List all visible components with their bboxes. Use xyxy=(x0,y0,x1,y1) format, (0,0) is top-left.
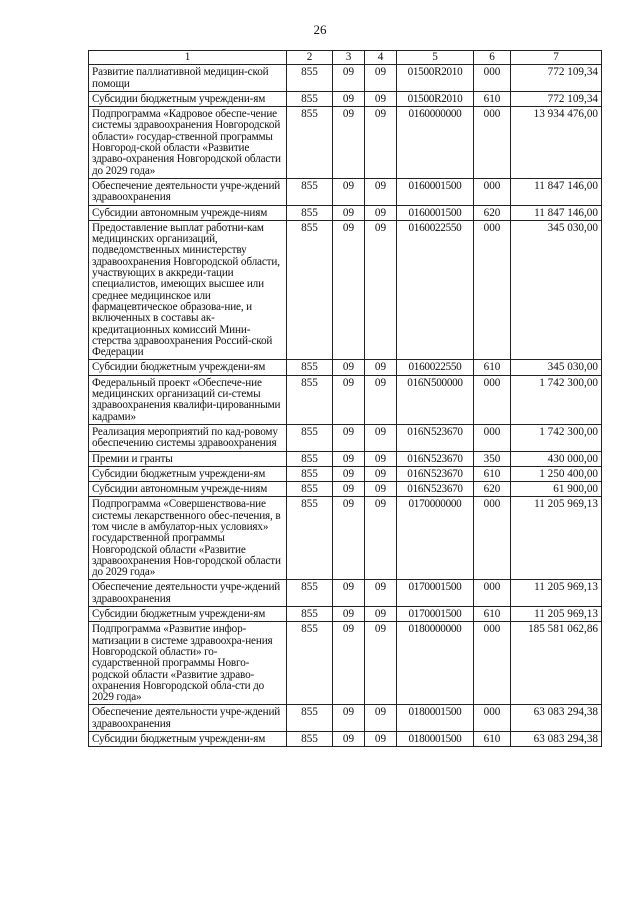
row-subsection-cell: 09 xyxy=(365,205,397,220)
row-subsection-cell: 09 xyxy=(365,65,397,92)
row-amount-cell: 11 205 969,13 xyxy=(511,497,602,580)
table-row xyxy=(89,732,602,747)
row-target-code-cell: 016N523670 xyxy=(397,451,474,466)
row-expense-type-cell: 610 xyxy=(474,91,511,106)
table-row xyxy=(89,91,602,106)
row-target-code-cell: 016N523670 xyxy=(397,466,474,481)
row-target-code-cell: 0170001500 xyxy=(397,607,474,622)
row-section-cell: 09 xyxy=(333,607,365,622)
row-grbs-cell: 855 xyxy=(287,622,333,705)
row-subsection-cell: 09 xyxy=(365,622,397,705)
row-target-code-cell: 0160022550 xyxy=(397,220,474,360)
row-subsection-cell: 09 xyxy=(365,466,397,481)
column-header: 7 xyxy=(511,51,602,65)
row-section-cell: 09 xyxy=(333,482,365,497)
row-name-cell: Субсидии автономным учрежде-ниям xyxy=(89,482,287,497)
row-grbs-cell: 855 xyxy=(287,360,333,375)
table-row xyxy=(89,107,602,179)
row-name-cell: Премии и гранты xyxy=(89,451,287,466)
table-row xyxy=(89,375,602,424)
row-section-cell: 09 xyxy=(333,622,365,705)
row-amount-cell: 13 934 476,00 xyxy=(511,107,602,179)
row-target-code-cell: 0180000000 xyxy=(397,622,474,705)
row-name-cell: Обеспечение деятельности учре-ждений здравоохранения xyxy=(89,705,287,732)
row-name-cell: Обеспечение деятельности учре-ждений здравоохранения xyxy=(89,580,287,607)
row-grbs-cell: 855 xyxy=(287,482,333,497)
table-row xyxy=(89,466,602,481)
row-grbs-cell: 855 xyxy=(287,466,333,481)
row-expense-type-cell: 000 xyxy=(474,107,511,179)
column-header: 4 xyxy=(365,51,397,65)
row-expense-type-cell: 000 xyxy=(474,65,511,92)
row-target-code-cell: 0170001500 xyxy=(397,580,474,607)
table-row xyxy=(89,622,602,705)
row-name-cell: Субсидии автономным учрежде-ниям xyxy=(89,205,287,220)
row-expense-type-cell: 610 xyxy=(474,607,511,622)
table-row xyxy=(89,220,602,360)
row-expense-type-cell: 620 xyxy=(474,482,511,497)
row-section-cell: 09 xyxy=(333,580,365,607)
row-expense-type-cell: 620 xyxy=(474,205,511,220)
row-grbs-cell: 855 xyxy=(287,607,333,622)
row-name-cell: Субсидии бюджетным учреждени-ям xyxy=(89,466,287,481)
row-expense-type-cell: 000 xyxy=(474,178,511,205)
row-grbs-cell: 855 xyxy=(287,580,333,607)
row-subsection-cell: 09 xyxy=(365,220,397,360)
row-amount-cell: 63 083 294,38 xyxy=(511,705,602,732)
table-row xyxy=(89,705,602,732)
row-section-cell: 09 xyxy=(333,466,365,481)
row-section-cell: 09 xyxy=(333,375,365,424)
row-amount-cell: 345 030,00 xyxy=(511,360,602,375)
row-subsection-cell: 09 xyxy=(365,91,397,106)
row-subsection-cell: 09 xyxy=(365,705,397,732)
row-subsection-cell: 09 xyxy=(365,107,397,179)
row-subsection-cell: 09 xyxy=(365,178,397,205)
row-target-code-cell: 0160000000 xyxy=(397,107,474,179)
row-amount-cell: 1 742 300,00 xyxy=(511,424,602,451)
row-name-cell: Предоставление выплат работни-кам медицинских организаций, подведомственных министерству здравоохранения Новгородской области, участвующих в аккреди-тации специалистов, имеющих высшее или среднее медицинское или фармацевтическое образова-ние, и включенных в составы ак-кредитационных комиссий Мини-стерства здравоохранения Россий-ской Федерации xyxy=(89,220,287,360)
row-subsection-cell: 09 xyxy=(365,375,397,424)
row-expense-type-cell: 000 xyxy=(474,580,511,607)
row-subsection-cell: 09 xyxy=(365,482,397,497)
page-number: 26 xyxy=(313,22,327,37)
row-amount-cell: 11 205 969,13 xyxy=(511,580,602,607)
column-header: 3 xyxy=(333,51,365,65)
row-grbs-cell: 855 xyxy=(287,497,333,580)
row-name-cell: Подпрограмма «Совершенствова-ние системы лекарственного обес-печения, в том числе в амбулатор-ных условиях» государственной программы Новгородской области «Развитие здравоохранения Нов-городской области до 2029 года» xyxy=(89,497,287,580)
row-target-code-cell: 0160001500 xyxy=(397,205,474,220)
row-section-cell: 09 xyxy=(333,424,365,451)
row-section-cell: 09 xyxy=(333,360,365,375)
header-row xyxy=(89,51,602,65)
column-header: 2 xyxy=(287,51,333,65)
row-expense-type-cell: 000 xyxy=(474,497,511,580)
row-name-cell: Реализация мероприятий по кад-ровому обеспечению системы здравоохранения xyxy=(89,424,287,451)
row-name-cell: Федеральный проект «Обеспече-ние медицинских организаций си-стемы здравоохранения квалифи-цированными кадрами» xyxy=(89,375,287,424)
row-amount-cell: 772 109,34 xyxy=(511,91,602,106)
row-grbs-cell: 855 xyxy=(287,451,333,466)
row-grbs-cell: 855 xyxy=(287,705,333,732)
row-expense-type-cell: 350 xyxy=(474,451,511,466)
row-amount-cell: 772 109,34 xyxy=(511,65,602,92)
table-row xyxy=(89,205,602,220)
row-grbs-cell: 855 xyxy=(287,732,333,747)
row-grbs-cell: 855 xyxy=(287,91,333,106)
row-expense-type-cell: 610 xyxy=(474,466,511,481)
row-target-code-cell: 0180001500 xyxy=(397,705,474,732)
row-grbs-cell: 855 xyxy=(287,65,333,92)
row-section-cell: 09 xyxy=(333,65,365,92)
row-section-cell: 09 xyxy=(333,178,365,205)
row-target-code-cell: 016N523670 xyxy=(397,424,474,451)
row-expense-type-cell: 610 xyxy=(474,732,511,747)
table-row xyxy=(89,580,602,607)
row-name-cell: Подпрограмма «Развитие инфор-матизации в системе здравоохра-нения Новгородской области» го-сударственной программы Новго-родской области «Развитие здраво-охранения Новгородской обла-сти до 2029 года» xyxy=(89,622,287,705)
row-amount-cell: 61 900,00 xyxy=(511,482,602,497)
row-section-cell: 09 xyxy=(333,220,365,360)
row-section-cell: 09 xyxy=(333,107,365,179)
row-expense-type-cell: 000 xyxy=(474,622,511,705)
row-subsection-cell: 09 xyxy=(365,360,397,375)
row-grbs-cell: 855 xyxy=(287,375,333,424)
row-amount-cell: 345 030,00 xyxy=(511,220,602,360)
table-row xyxy=(89,497,602,580)
row-section-cell: 09 xyxy=(333,451,365,466)
row-target-code-cell: 01500R2010 xyxy=(397,91,474,106)
row-amount-cell: 63 083 294,38 xyxy=(511,732,602,747)
table-row xyxy=(89,178,602,205)
row-amount-cell: 11 847 146,00 xyxy=(511,205,602,220)
row-expense-type-cell: 610 xyxy=(474,360,511,375)
row-expense-type-cell: 000 xyxy=(474,375,511,424)
row-subsection-cell: 09 xyxy=(365,451,397,466)
table-row xyxy=(89,607,602,622)
row-target-code-cell: 0180001500 xyxy=(397,732,474,747)
row-target-code-cell: 0170000000 xyxy=(397,497,474,580)
row-amount-cell: 11 205 969,13 xyxy=(511,607,602,622)
row-amount-cell: 1 742 300,00 xyxy=(511,375,602,424)
row-name-cell: Развитие паллиативной медицин-ской помощи xyxy=(89,65,287,92)
row-subsection-cell: 09 xyxy=(365,732,397,747)
table-row xyxy=(89,65,602,92)
row-expense-type-cell: 000 xyxy=(474,220,511,360)
row-grbs-cell: 855 xyxy=(287,178,333,205)
row-subsection-cell: 09 xyxy=(365,424,397,451)
row-name-cell: Субсидии бюджетным учреждени-ям xyxy=(89,91,287,106)
row-section-cell: 09 xyxy=(333,91,365,106)
table-row xyxy=(89,424,602,451)
column-header: 5 xyxy=(397,51,474,65)
row-name-cell: Субсидии бюджетным учреждени-ям xyxy=(89,360,287,375)
row-amount-cell: 185 581 062,86 xyxy=(511,622,602,705)
row-amount-cell: 1 250 400,00 xyxy=(511,466,602,481)
row-name-cell: Подпрограмма «Кадровое обеспе-чение системы здравоохранения Новгородской области» государ-ственной программы Новгород-ской области «Развитие здраво-охранения Новгородской области до 2029 года» xyxy=(89,107,287,179)
row-name-cell: Обеспечение деятельности учре-ждений здравоохранения xyxy=(89,178,287,205)
row-target-code-cell: 016N523670 xyxy=(397,482,474,497)
row-section-cell: 09 xyxy=(333,732,365,747)
row-target-code-cell: 0160022550 xyxy=(397,360,474,375)
row-section-cell: 09 xyxy=(333,497,365,580)
row-grbs-cell: 855 xyxy=(287,220,333,360)
row-subsection-cell: 09 xyxy=(365,580,397,607)
row-expense-type-cell: 000 xyxy=(474,424,511,451)
row-expense-type-cell: 000 xyxy=(474,705,511,732)
table-row xyxy=(89,451,602,466)
row-grbs-cell: 855 xyxy=(287,205,333,220)
row-subsection-cell: 09 xyxy=(365,607,397,622)
row-amount-cell: 11 847 146,00 xyxy=(511,178,602,205)
row-target-code-cell: 0160001500 xyxy=(397,178,474,205)
row-target-code-cell: 016N500000 xyxy=(397,375,474,424)
budget-table xyxy=(88,50,602,747)
row-grbs-cell: 855 xyxy=(287,107,333,179)
row-name-cell: Субсидии бюджетным учреждени-ям xyxy=(89,607,287,622)
table-row xyxy=(89,360,602,375)
row-subsection-cell: 09 xyxy=(365,497,397,580)
row-name-cell: Субсидии бюджетным учреждени-ям xyxy=(89,732,287,747)
column-header: 6 xyxy=(474,51,511,65)
row-amount-cell: 430 000,00 xyxy=(511,451,602,466)
column-header: 1 xyxy=(89,51,287,65)
table-row xyxy=(89,482,602,497)
row-grbs-cell: 855 xyxy=(287,424,333,451)
row-target-code-cell: 01500R2010 xyxy=(397,65,474,92)
row-section-cell: 09 xyxy=(333,705,365,732)
row-section-cell: 09 xyxy=(333,205,365,220)
